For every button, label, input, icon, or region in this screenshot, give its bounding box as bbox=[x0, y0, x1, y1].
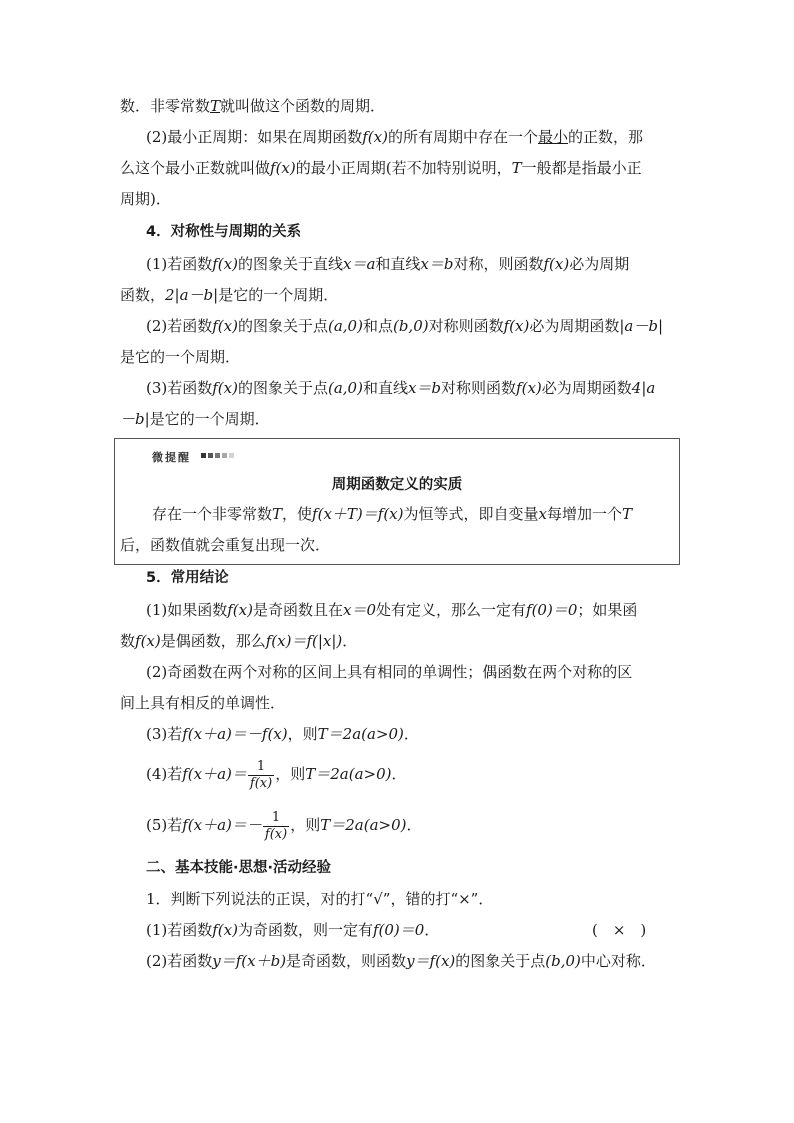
fraction: $\frac{1}{f(x)}$ bbox=[249, 758, 273, 791]
s5-item-2-line-1: (2)奇函数在两个对称的区间上具有相同的单调性；偶函数在两个对称的区 bbox=[146, 663, 633, 681]
s4-item-3-line-1: (3)若函数f(x)的图象关于点(a,0)和直线x＝b对称则函数f(x)必为周期函数4|a bbox=[146, 379, 656, 397]
question-1-2: (2)若函数y＝f(x＋b)是奇函数，则函数y＝f(x)的图象关于点(b,0)中心对称． bbox=[146, 952, 656, 970]
min-period-line-2: 么这个最小正数就叫做f(x)的最小正周期(若不加特别说明，T一般都是指最小正 bbox=[120, 159, 642, 177]
tip-label: 微提醒 bbox=[152, 451, 191, 464]
part-2-title: 二、基本技能·思想·活动经验 bbox=[146, 860, 332, 876]
period-T: T bbox=[210, 97, 221, 115]
min-period-line-3: 周期)． bbox=[120, 190, 171, 208]
section-5-title: 5．常用结论 bbox=[146, 570, 229, 586]
s5-item-1-line-2: 数f(x)是偶函数，那么f(x)＝f(|x|)． bbox=[120, 632, 358, 650]
tip-line-1: 存在一个非零常数T，使f(x＋T)＝f(x)为恒等式，即自变量x每增加一个T bbox=[152, 505, 632, 523]
answer-mark: ( × ) bbox=[592, 921, 647, 939]
tip-dot bbox=[215, 453, 220, 458]
s5-item-2-line-2: 间上具有相反的单调性． bbox=[120, 694, 286, 712]
s4-item-3-line-2: －b|是它的一个周期． bbox=[120, 410, 270, 428]
question-1-1: (1)若函数f(x)为奇函数，则一定有f(0)＝0． bbox=[146, 921, 440, 939]
tip-dot bbox=[222, 453, 227, 458]
s4-item-1-line-1: (1)若函数f(x)的图象关于直线x＝a和直线x＝b对称，则函数f(x)必为周期 bbox=[146, 255, 630, 273]
section-4-title: 4．对称性与周期的关系 bbox=[146, 224, 302, 240]
question-1: 1．判断下列说法的正误，对的打“√”，错的打“×”． bbox=[146, 890, 494, 908]
period-def-line: 数．非零常数T就叫做这个函数的周期． bbox=[120, 97, 386, 115]
s5-item-3: (3)若f(x＋a)＝－f(x)，则T＝2a(a>0)． bbox=[146, 725, 419, 743]
s5-item-1-line-1: (1)如果函数f(x)是奇函数且在x＝0处有定义，那么一定有f(0)＝0；如果函 bbox=[146, 601, 638, 619]
tip-dot bbox=[208, 453, 213, 458]
tip-dot bbox=[201, 453, 206, 458]
tip-dots-icon bbox=[201, 453, 234, 458]
tip-title: 周期函数定义的实质 bbox=[331, 477, 463, 493]
tip-line-2: 后，函数值就会重复出现一次． bbox=[120, 536, 331, 554]
fraction: $\frac{1}{f(x)}$ bbox=[264, 809, 288, 842]
s4-item-2-line-1: (2)若函数f(x)的图象关于点(a,0)和点(b,0)对称则函数f(x)必为周期函数|a－b| bbox=[146, 317, 663, 335]
s4-item-2-line-2: 是它的一个周期． bbox=[120, 348, 241, 366]
underlined-smallest: 最小 bbox=[537, 128, 568, 146]
tip-dot bbox=[229, 453, 234, 458]
min-period-line-1: (2)最小正周期：如果在周期函数f(x)的所有周期中存在一个最小的正数，那 bbox=[146, 128, 644, 146]
s4-item-1-line-2: 函数，2|a－b|是它的一个周期． bbox=[120, 286, 339, 304]
s5-item-5: (5)若f(x＋a)＝－ $\frac{1}{f(x)}$ ，则T＝2a(a>0)． bbox=[146, 809, 422, 842]
s5-item-4: (4)若f(x＋a)＝ $\frac{1}{f(x)}$ ，则T＝2a(a>0)． bbox=[146, 758, 407, 791]
